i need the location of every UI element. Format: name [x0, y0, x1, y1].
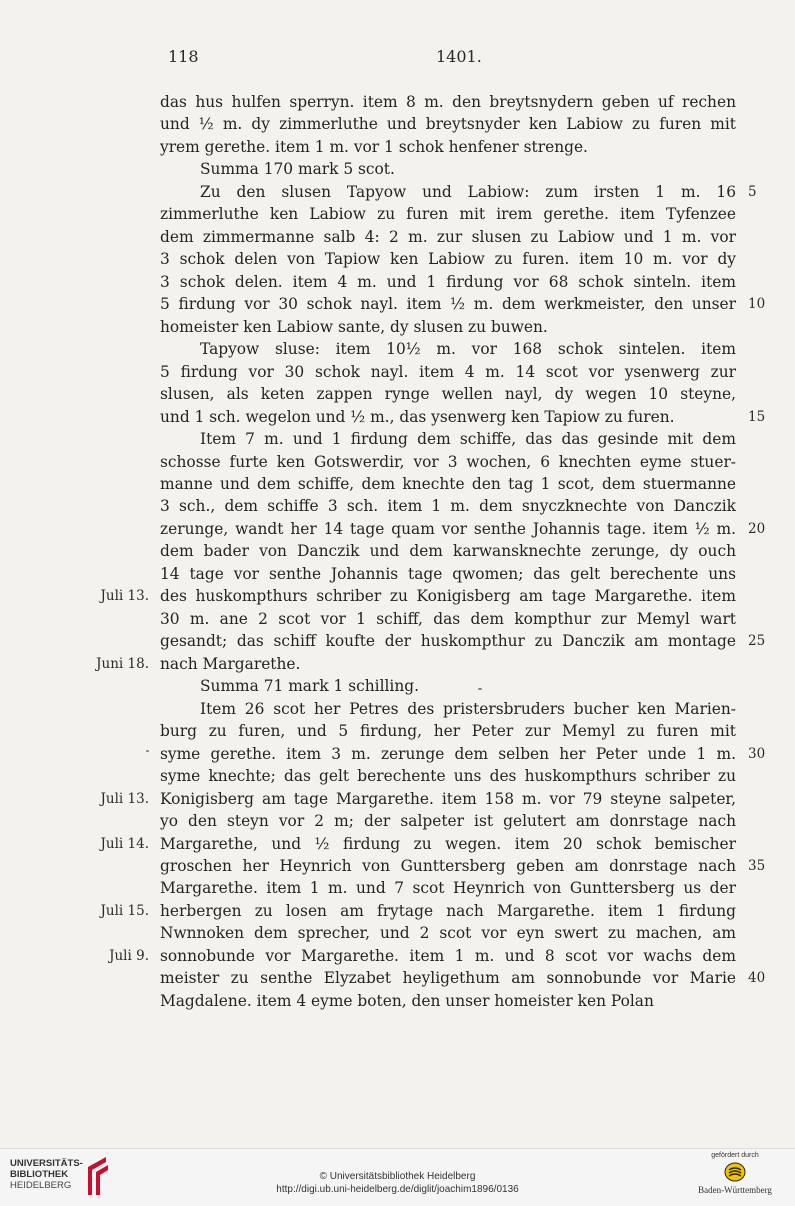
text-line: das hus hulfen sperryn. item 8 m. den breytsnydern geben uf rechen: [160, 93, 736, 111]
text-line: Item 7 m. und 1 firdung dem schiffe, das das gesinde mit dem: [200, 430, 736, 449]
text-line: des huskompthurs schriber zu Konigisberg am tage Margarethe. item: [160, 587, 736, 606]
library-name-line1: UNIVERSITÄTS-: [10, 1158, 83, 1169]
text-line: syme gerethe. item 3 m. zerunge dem selben her Peter unde 1 m.: [160, 744, 736, 763]
text-line: dem bader von Danczik und dem karwansknechte zerunge, dy ouch: [160, 542, 736, 561]
margin-date: Juni 18.: [96, 655, 149, 672]
funded-by-label: gefördert durch: [711, 1152, 759, 1159]
funder-name: Baden-Württemberg: [698, 1185, 772, 1195]
text-line: schosse furte ken Gotswerdir, vor 3 wochen, 6 knechten eyme stuer-: [160, 452, 736, 471]
line-number: 15: [748, 408, 766, 425]
text-line: 5 firdung vor 30 schok nayl. item ½ m. dem werkmeister, den unser: [160, 295, 736, 314]
text-line: yrem gerethe. item 1 m. vor 1 schok henfener strenge.: [160, 137, 588, 156]
text-line: Margarethe, und ½ firdung zu wegen. item 20 schok bemischer: [160, 834, 736, 853]
line-number: 20: [748, 520, 766, 537]
text-line: yo den steyn vor 2 m; der salpeter ist gelutert am donrstage nach: [160, 812, 736, 831]
source-url-link[interactable]: http://digi.ub.uni-heidelberg.de/diglit/joachim1896/0136: [276, 1184, 519, 1195]
line-number: 40: [748, 970, 766, 987]
text-line: Summa 71 mark 1 schilling.: [200, 677, 419, 696]
text-line: gesandt; das schiff koufte der huskompthur zu Danczik am montage: [160, 632, 736, 651]
text-line: 5 firdung vor 30 schok nayl. item 4 m. 14 scot vor ysenwerg zur: [160, 362, 736, 381]
text-line: syme knechte; das gelt berechente uns des huskompthurs schriber zu: [160, 767, 736, 786]
scan-speck: [478, 688, 482, 690]
text-line: dem zimmermanne salb 4: 2 m. zur slusen zu Labiow und 1 m. vor: [160, 227, 736, 246]
library-name-line2: BIBLIOTHEK: [10, 1169, 69, 1180]
library-name-line3: HEIDELBERG: [10, 1180, 72, 1191]
line-number: 30: [748, 745, 766, 762]
text-line: burg zu furen, und 5 firdung, her Peter zur Memyl zu furen mit: [160, 722, 736, 741]
page-number: 118: [168, 47, 199, 66]
line-number: 25: [748, 633, 766, 650]
scan-speck: [146, 750, 149, 752]
text-line: Summa 170 mark 5 scot.: [200, 160, 395, 179]
digital-library-footer: [0, 1148, 795, 1206]
text-line: Konigisberg am tage Margarethe. item 158 m. vor 79 steyne salpeter,: [160, 789, 736, 808]
text-line: manne und dem schiffe, dem knechte den tag 1 scot, dem stuermanne: [160, 474, 736, 493]
text-line: Item 26 scot her Petres des pristersbruders bucher ken Marien-: [200, 699, 736, 718]
text-line: Nwnnoken dem sprecher, und 2 scot vor eyn swert zu machen, am: [160, 924, 736, 943]
margin-date: Juli 15.: [100, 902, 149, 919]
text-line: groschen her Heynrich von Gunttersberg geben am donrstage nach: [160, 856, 736, 875]
text-line: homeister ken Labiow sante, dy slusen zu buwen.: [160, 317, 548, 336]
state-crest-icon: [724, 1161, 746, 1183]
margin-date: Juli 13.: [100, 588, 149, 605]
text-line: Tapyow sluse: item 10½ m. vor 168 schok sintelen. item: [200, 340, 736, 359]
text-line: sonnobunde vor Margarethe. item 1 m. und 8 scot vor wachs dem: [160, 946, 736, 965]
text-line: und 1 sch. wegelon und ½ m., das ysenwerg ken Tapiow zu furen.: [160, 407, 675, 426]
line-number: 35: [748, 857, 766, 874]
text-line: 30 m. ane 2 scot vor 1 schiff, das dem kompthur zur Memyl wart: [160, 609, 736, 628]
margin-date: Juli 14.: [100, 835, 149, 852]
text-line: herbergen zu losen am frytage nach Margarethe. item 1 firdung: [160, 901, 736, 920]
text-line: Zu den slusen Tapyow und Labiow: zum irsten 1 m. 16: [200, 182, 736, 201]
text-line: nach Margarethe.: [160, 654, 301, 673]
copyright-notice: © Universitätsbibliothek Heidelberg: [319, 1171, 476, 1182]
margin-date: Juli 13.: [100, 790, 149, 807]
line-number: 10: [748, 296, 766, 313]
text-line: 14 tage vor senthe Johannis tage qwomen; das gelt berechente uns: [160, 564, 736, 583]
text-line: zimmerluthe ken Labiow zu furen mit irem gerethe. item Tyfenzee: [160, 205, 736, 224]
text-line: zerunge, wandt her 14 tage quam vor senthe Johannis tage. item ½ m.: [160, 519, 736, 538]
text-line: Margarethe. item 1 m. und 7 scot Heynrich von Gunttersberg us der: [160, 879, 736, 898]
text-line: 3 schok delen. item 4 m. und 1 firdung vor 68 schok sinteln. item: [160, 272, 736, 291]
text-line: 3 sch., dem schiffe 3 sch. item 1 m. dem snyczknechte von Danczik: [160, 497, 736, 516]
text-line: 3 schok delen von Tapiow ken Labiow zu furen. item 10 m. vor dy: [160, 250, 736, 269]
text-line: Magdalene. item 4 eyme boten, den unser homeister ken Polan: [160, 991, 654, 1010]
text-line: slusen, als keten zappen rynge wellen nayl, dy wegen 10 steyne,: [160, 385, 736, 404]
line-number: 5: [748, 183, 757, 200]
running-header-year: 1401.: [436, 47, 482, 66]
funder-block: [695, 1152, 775, 1195]
text-line: und ½ m. dy zimmerluthe und breytsnyder ken Labiow zu furen mit: [160, 115, 736, 134]
margin-date: Juli 9.: [109, 947, 149, 964]
text-line: meister zu senthe Elyzabet heyligethum am sonnobunde vor Marie: [160, 969, 736, 988]
